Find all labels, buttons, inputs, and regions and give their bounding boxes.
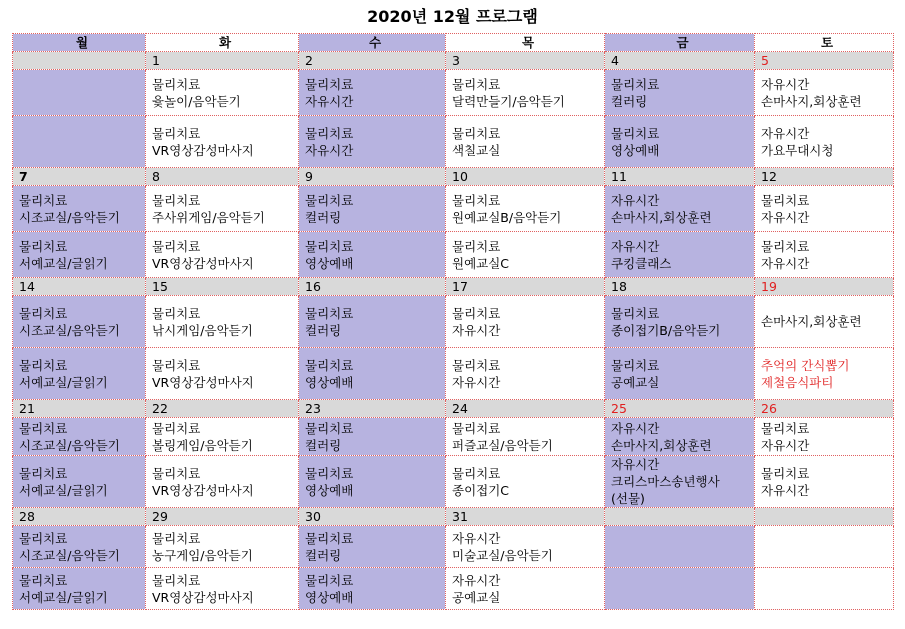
program-row [13,418,894,456]
date-row [13,508,894,526]
program-line: VR영상감성마사지 [152,589,254,605]
program-cell [299,70,446,116]
program-line: 자유시간 [761,255,810,271]
program-line: 물리치료 [152,238,201,254]
program-line: 자유시간 [611,457,660,472]
program-line: 종이접기B/음악듣기 [611,322,721,338]
program-cell [13,526,146,568]
program-line: 자유시간 [452,374,501,390]
program-cell [146,456,299,508]
date-row [13,400,894,418]
date-row [13,168,894,186]
date-cell [605,508,755,526]
program-line: 서예교실/글읽기 [19,482,108,498]
program-cell [13,418,146,456]
date-cell: 10 [446,168,605,186]
date-cell: 1 [146,52,299,70]
program-line: 컬러링 [305,209,342,225]
calendar-body [13,34,894,610]
program-line: 자유시간 [611,420,660,436]
date-cell: 3 [446,52,605,70]
date-cell: 24 [446,400,605,418]
program-cell [755,70,894,116]
program-cell [446,296,605,348]
program-line: 영상예배 [305,255,354,271]
date-cell: 25 [605,400,755,418]
program-cell [13,232,146,278]
program-cell [446,186,605,232]
program-cell [605,70,755,116]
program-line: 쿠킹클래스 [611,255,672,271]
program-row [13,348,894,400]
date-cell: 16 [299,278,446,296]
date-cell: 17 [446,278,605,296]
program-line: 미술교실/음악듣기 [452,547,553,563]
program-line: 물리치료 [452,76,501,92]
program-line: 자유시간 [761,482,810,498]
program-cell [299,456,446,508]
program-cell [605,116,755,168]
program-cell [446,568,605,610]
program-line: 물리치료 [761,238,810,254]
weekday-thu: 목 [446,34,605,52]
program-line: 물리치료 [761,192,810,208]
program-cell [13,456,146,508]
program-cell [299,296,446,348]
program-line: 자유시간 [761,76,810,92]
program-line: 물리치료 [19,572,68,588]
program-line: 물리치료 [305,125,354,141]
program-line: 자유시간 [452,530,501,546]
date-cell: 23 [299,400,446,418]
date-cell: 30 [299,508,446,526]
program-line: 물리치료 [452,465,501,481]
date-cell: 7 [13,168,146,186]
date-cell: 2 [299,52,446,70]
program-row [13,568,894,610]
program-line: 자유시간 [611,238,660,254]
program-line: 퍼즐교실/음악듣기 [452,437,553,453]
program-line: 물리치료 [305,465,354,481]
program-line: 물리치료 [452,420,501,436]
program-line: 물리치료 [152,530,201,546]
date-cell: 9 [299,168,446,186]
program-line: 컬러링 [305,547,342,563]
program-cell [446,526,605,568]
weekday-header [13,34,894,52]
program-line: 서예교실/글읽기 [19,589,108,605]
program-line: 물리치료 [19,420,68,436]
weekday-tue: 화 [146,34,299,52]
program-cell [605,232,755,278]
program-row [13,116,894,168]
calendar-title: 2020년 12월 프로그램 [367,7,538,26]
program-cell [605,186,755,232]
program-line: 추억의 간식뽑기 [761,357,850,373]
program-cell [146,232,299,278]
program-cell [299,232,446,278]
program-cell [146,116,299,168]
date-cell: 21 [13,400,146,418]
program-line: 물리치료 [452,192,501,208]
program-line: 물리치료 [305,76,354,92]
program-cell [755,232,894,278]
date-cell: 15 [146,278,299,296]
weekday-wed: 수 [299,34,446,52]
program-cell [446,348,605,400]
program-cell [146,186,299,232]
weekday-sat: 토 [755,34,894,52]
program-line: VR영상감성마사지 [152,374,254,390]
program-cell [605,418,755,456]
program-line: 물리치료 [305,530,354,546]
program-cell [146,568,299,610]
program-cell [755,526,894,568]
program-line: 물리치료 [305,305,354,321]
program-line: 크리스마스송년행사 [611,474,720,489]
date-cell: 19 [755,278,894,296]
program-line: 물리치료 [19,238,68,254]
program-line: 종이접기C [452,482,510,498]
program-line: 볼링게임/음악듣기 [152,437,253,453]
program-line: 가요무대시청 [761,142,834,158]
program-cell [446,70,605,116]
program-line: 물리치료 [305,192,354,208]
program-cell [755,296,894,348]
program-line: 낚시게임/음악듣기 [152,322,253,338]
program-row [13,70,894,116]
program-cell [13,568,146,610]
program-cell [13,70,146,116]
date-cell [13,52,146,70]
program-cell [146,348,299,400]
program-cell [299,568,446,610]
program-cell [605,568,755,610]
date-cell [755,508,894,526]
program-cell [299,116,446,168]
date-cell: 14 [13,278,146,296]
program-line: 손마사지,회상훈련 [611,209,712,225]
program-cell [446,116,605,168]
program-line: 달력만들기/음악듣기 [452,93,565,109]
program-line: 제철음식파티 [761,374,834,390]
program-cell [146,526,299,568]
program-cell [755,348,894,400]
date-cell: 4 [605,52,755,70]
program-cell [146,418,299,456]
date-cell: 26 [755,400,894,418]
program-line: 영상예배 [305,482,354,498]
program-line: 물리치료 [761,465,810,481]
program-line: 컬러링 [611,93,648,109]
program-line: 물리치료 [152,305,201,321]
program-cell [605,348,755,400]
program-line: 물리치료 [19,192,68,208]
program-line: 물리치료 [305,420,354,436]
program-line: 물리치료 [152,125,201,141]
program-cell [299,348,446,400]
program-cell [446,232,605,278]
program-cell [13,296,146,348]
program-line: 물리치료 [152,465,201,481]
program-row [13,456,894,508]
program-line: 물리치료 [305,357,354,373]
program-line: 자유시간 [761,437,810,453]
program-line: VR영상감성마사지 [152,142,254,158]
weekday-fri: 금 [605,34,755,52]
program-line: 원예교실C [452,255,510,271]
program-line: 물리치료 [19,357,68,373]
date-row [13,278,894,296]
date-cell: 29 [146,508,299,526]
program-cell [446,418,605,456]
date-cell: 11 [605,168,755,186]
program-cell [755,568,894,610]
program-line: 서예교실/글읽기 [19,255,108,271]
program-line: 물리치료 [611,76,660,92]
program-line: 농구게임/음악듣기 [152,547,253,563]
program-line: 물리치료 [452,305,501,321]
program-cell [13,348,146,400]
program-line: 물리치료 [152,357,201,373]
program-line: 자유시간 [452,572,501,588]
program-line: 시조교실/음악듣기 [19,437,120,453]
program-line: 공예교실 [452,589,501,605]
date-cell: 31 [446,508,605,526]
program-line: 자유시간 [305,142,354,158]
program-cell [146,296,299,348]
program-line: VR영상감성마사지 [152,255,254,271]
program-line: 물리치료 [452,125,501,141]
program-line: VR영상감성마사지 [152,482,254,498]
program-cell [605,296,755,348]
program-line: 물리치료 [761,420,810,436]
program-line: 시조교실/음악듣기 [19,322,120,338]
program-line: 물리치료 [152,420,201,436]
program-line: 물리치료 [152,76,201,92]
program-cell [605,526,755,568]
program-line: 컬러링 [305,437,342,453]
date-row [13,52,894,70]
program-cell [299,418,446,456]
program-cell [13,116,146,168]
weekday-mon: 월 [13,34,146,52]
program-line: 시조교실/음악듣기 [19,209,120,225]
program-line: 물리치료 [152,192,201,208]
program-line: 공예교실 [611,374,660,390]
program-cell [13,186,146,232]
program-line: 컬러링 [305,322,342,338]
program-line: 색칠교실 [452,142,501,158]
program-cell [146,70,299,116]
program-cell [755,456,894,508]
program-cell [605,456,755,508]
program-cell [755,116,894,168]
date-cell: 28 [13,508,146,526]
program-line: 손마사지,회상훈련 [611,437,712,453]
program-line: 자유시간 [761,209,810,225]
program-line: 영상예배 [611,142,660,158]
program-line: (선물) [611,491,645,506]
program-row [13,526,894,568]
program-line: 물리치료 [19,530,68,546]
program-line: 서예교실/글읽기 [19,374,108,390]
program-row [13,232,894,278]
program-line: 영상예배 [305,589,354,605]
program-line: 자유시간 [305,93,354,109]
program-line: 물리치료 [19,465,68,481]
program-line: 물리치료 [452,238,501,254]
program-line: 물리치료 [611,125,660,141]
program-line: 자유시간 [452,322,501,338]
program-cell [299,186,446,232]
program-cell [446,456,605,508]
program-cell [299,526,446,568]
program-cell [755,418,894,456]
program-line: 물리치료 [452,357,501,373]
program-line: 윷놀이/음악듣기 [152,93,241,109]
program-line: 시조교실/음악듣기 [19,547,120,563]
program-line: 손마사지,회상훈련 [761,93,862,109]
program-line: 자유시간 [611,192,660,208]
program-row [13,296,894,348]
program-line: 물리치료 [305,572,354,588]
date-cell: 12 [755,168,894,186]
program-line: 자유시간 [761,125,810,141]
program-line: 손마사지,회상훈련 [761,314,862,329]
date-cell: 8 [146,168,299,186]
date-cell: 18 [605,278,755,296]
program-calendar [12,33,894,610]
program-line: 물리치료 [152,572,201,588]
program-line: 물리치료 [305,238,354,254]
program-line: 물리치료 [611,357,660,373]
date-cell: 5 [755,52,894,70]
date-cell: 22 [146,400,299,418]
program-line: 물리치료 [19,305,68,321]
program-row [13,186,894,232]
program-line: 주사위게임/음악듣기 [152,209,265,225]
program-line: 원예교실B/음악듣기 [452,209,562,225]
program-line: 영상예배 [305,374,354,390]
program-cell [755,186,894,232]
program-line: 물리치료 [611,305,660,321]
